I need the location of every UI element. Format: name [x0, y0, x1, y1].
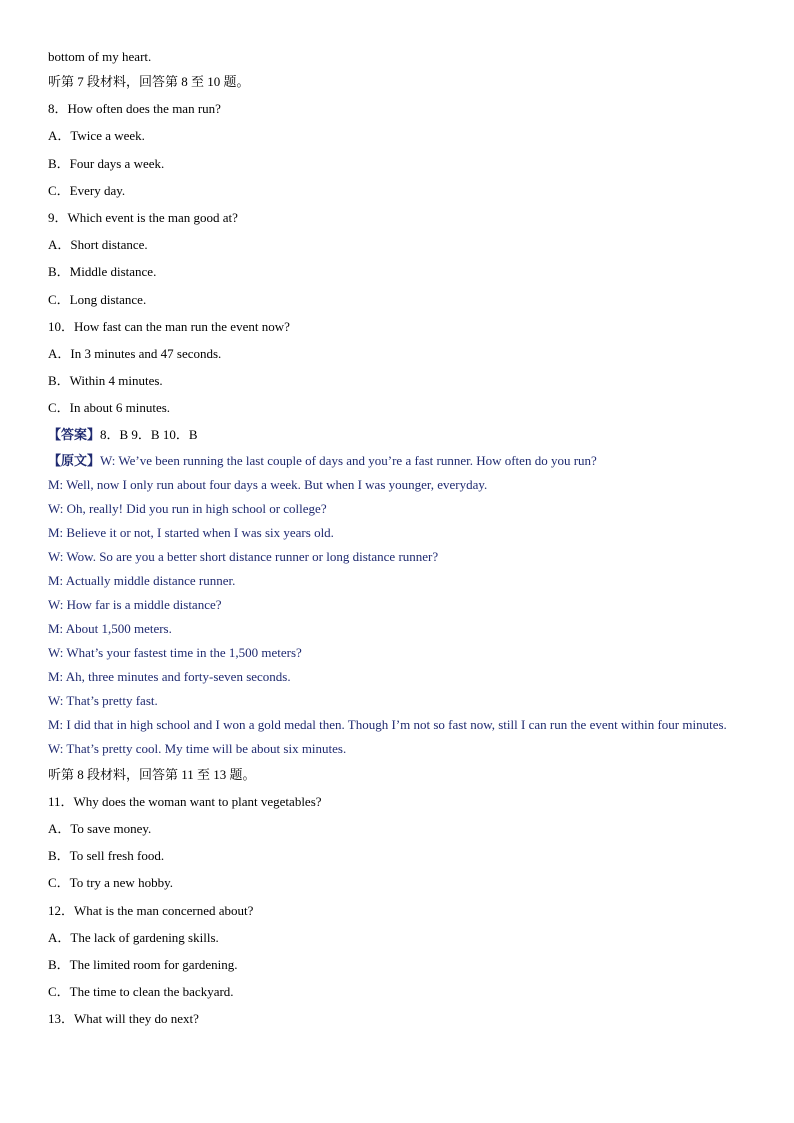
document-line: 12．What is the man concerned about?: [48, 902, 254, 918]
transcript-line: W: What’s your fastest time in the 1,500 meters?: [48, 644, 302, 660]
questions-8-10: [48, 46, 748, 421]
transcript-line: W: How far is a middle distance?: [48, 596, 222, 612]
document-line: B．To sell fresh food.: [48, 848, 165, 864]
document-line: A．Short distance.: [48, 237, 148, 253]
document-line: A．To save money.: [48, 821, 152, 836]
transcript-line: M: Ah, three minutes and forty-seven seconds.: [48, 668, 291, 684]
document-line: C．The time to clean the backyard.: [48, 984, 234, 1000]
document-line: B．Middle distance.: [48, 264, 157, 280]
document-line: A．In 3 minutes and 47 seconds.: [48, 345, 222, 361]
document-line: bottom of my heart.: [48, 49, 152, 64]
document-line: B．Four days a week.: [48, 155, 165, 171]
transcript: [48, 473, 748, 713]
document-line: A．Twice a week.: [48, 128, 145, 144]
document-page: [48, 46, 748, 1033]
document-line: C．To try a new hobby.: [48, 875, 173, 891]
transcript-line: W: Oh, really! Did you run in high school or college?: [48, 500, 327, 516]
document-line: 听第 8 段材料，回答第 11 至 13 题。: [48, 766, 256, 782]
transcript-first-line: [48, 449, 748, 473]
transcript-line: M: About 1,500 meters.: [48, 620, 172, 636]
document-line: 13．What will they do next?: [48, 1011, 199, 1027]
document-line: A．The lack of gardening skills.: [48, 929, 219, 945]
document-line: C．Every day.: [48, 182, 126, 198]
document-line: B．Within 4 minutes.: [48, 373, 163, 389]
document-line: 听第 7 段材料，回答第 8 至 10 题。: [48, 74, 250, 89]
transcript-line: W: That’s pretty fast.: [48, 692, 158, 708]
document-line: B．The limited room for gardening.: [48, 956, 238, 972]
transcript-line: M: Believe it or not, I started when I was six years old.: [48, 524, 334, 540]
document-line: 11．Why does the woman want to plant vegetables?: [48, 793, 322, 809]
transcript-line: M: Actually middle distance runner.: [48, 572, 236, 588]
document-line: 10．How fast can the man run the event now?: [48, 318, 290, 334]
transcript-line: M: I did that in high school and I won a gold medal then. Though I’m not so fast now, still I can run the event within four minutes.: [48, 716, 727, 732]
document-line: C．In about 6 minutes.: [48, 400, 171, 416]
document-line: 8．How often does the man run?: [48, 101, 221, 117]
transcript-line: W: Wow. So are you a better short distance runner or long distance runner?: [48, 548, 439, 564]
questions-11-13: [48, 761, 748, 1033]
answer-tag: 【答案】: [48, 427, 101, 443]
transcript-line: W: We’ve been running the last couple of days and you’re a fast runner. How often do you run?: [100, 452, 597, 468]
answer-line: [48, 421, 748, 448]
document-line: C．Long distance.: [48, 291, 147, 307]
answer-text: 8．B 9．B 10．B: [100, 427, 198, 443]
document-line: 9．Which event is the man good at?: [48, 209, 238, 225]
transcript-tag: 【原文】: [48, 452, 101, 468]
transcript-line: W: That’s pretty cool. My time will be about six minutes.: [48, 740, 347, 756]
transcript-line: M: Well, now I only run about four days a week. But when I was younger, everyday.: [48, 476, 488, 492]
